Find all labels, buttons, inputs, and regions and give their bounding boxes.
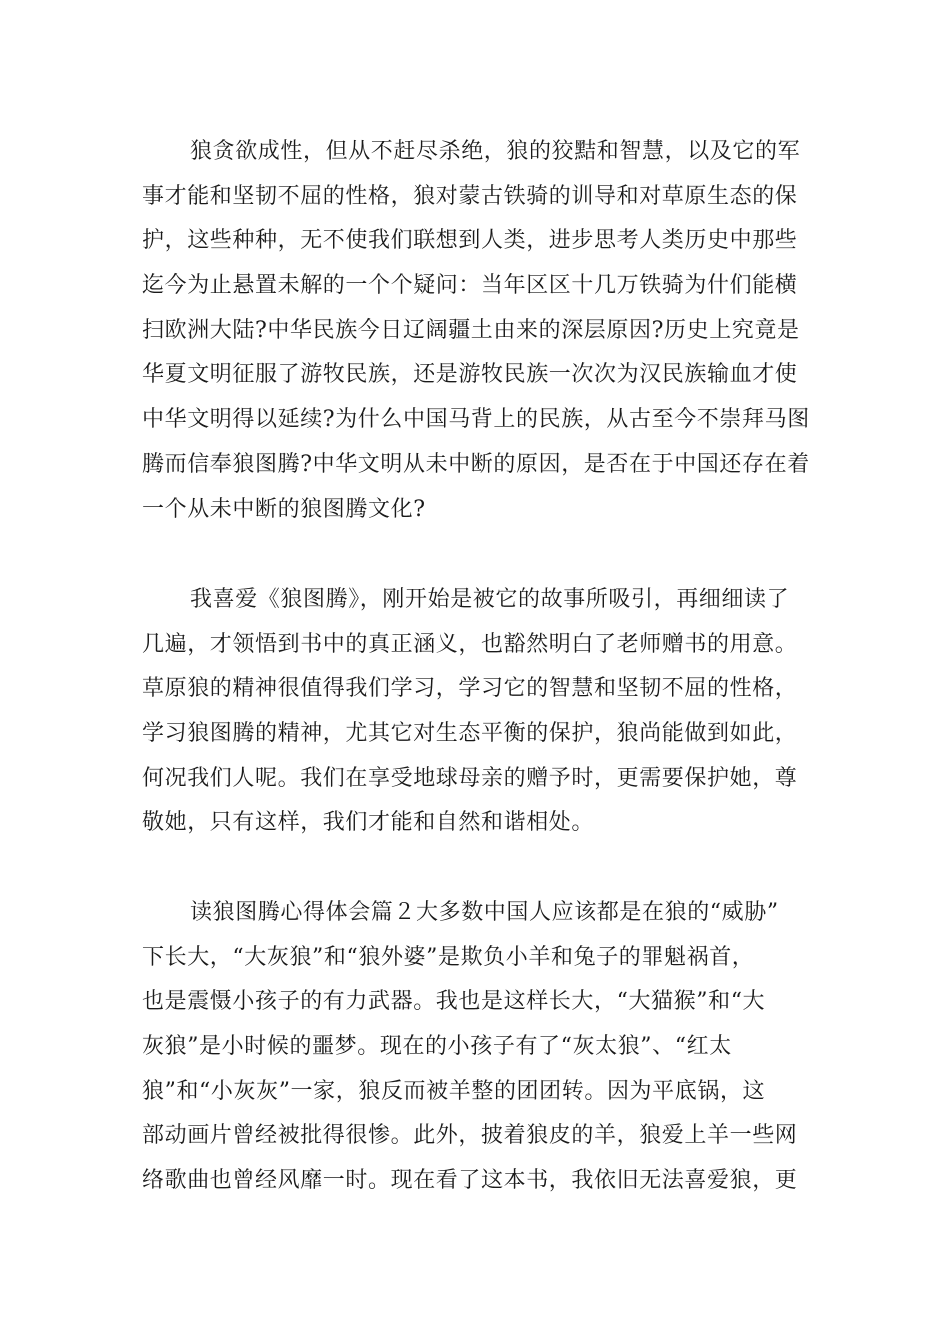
text-line: 读狼图腾心得体会篇２大多数中国人应该都是在狼的“威胁” bbox=[190, 900, 779, 925]
text-line: 也是震慑小孩子的有力武器。我也是这样长大，“大猫猴”和“大 bbox=[142, 989, 766, 1015]
text-line: 迄今为止悬置未解的一个个疑问：当年区区十几万铁骑为什们能横 bbox=[142, 273, 798, 299]
text-line: 狼贪欲成性，但从不赶尽杀绝，狼的狡黠和智慧，以及它的军 bbox=[190, 139, 801, 164]
text-line: 事才能和坚韧不屈的性格，狼对蒙古铁骑的训导和对草原生态的保 bbox=[142, 183, 798, 209]
text-line: 敬她，只有这样，我们才能和自然和谐相处。 bbox=[142, 810, 595, 836]
text-line: 一个从未中断的狼图腾文化? bbox=[142, 496, 426, 522]
text-line: 下长大，“大灰狼”和“狼外婆”是欺负小羊和兔子的罪魁祸首， bbox=[142, 944, 755, 970]
paragraph-1 bbox=[142, 130, 812, 532]
text-line: 腾而信奉狼图腾?中华文明从未中断的原因，是否在于中国还存在着 bbox=[142, 451, 810, 477]
text-line: 中华文明得以延续?为什么中国马背上的民族，从古至今不崇拜马图 bbox=[142, 407, 810, 433]
text-line: 草原狼的精神很值得我们学习，学习它的智慧和坚韧不屈的性格， bbox=[142, 676, 798, 702]
text-line: 部动画片曾经被批得很惨。此外，披着狼皮的羊，狼爱上羊一些网 bbox=[142, 1123, 798, 1149]
text-line: 狼”和“小灰灰”一家，狼反而被羊整的团团转。因为平底锅，这 bbox=[142, 1078, 766, 1104]
text-line: 学习狼图腾的精神，尤其它对生态平衡的保护，狼尚能做到如此， bbox=[142, 721, 798, 747]
text-line: 华夏文明征服了游牧民族，还是游牧民族一次次为汉民族输血才使 bbox=[142, 362, 798, 388]
text-line: 络歌曲也曾经风靡一时。现在看了这本书，我依旧无法喜爱狼，更 bbox=[142, 1168, 798, 1194]
text-line: 扫欧洲大陆?中华民族今日辽阔疆土由来的深层原因?历史上究竟是 bbox=[142, 317, 800, 343]
text-line: 我喜爱《狼图腾》，刚开始是被它的故事所吸引，再细细读了 bbox=[190, 587, 790, 612]
text-line: 灰狼”是小时候的噩梦。现在的小孩子有了“灰太狼”、“红太 bbox=[142, 1034, 732, 1060]
text-line: 几遍，才领悟到书中的真正涵义，也豁然明白了老师赠书的用意。 bbox=[142, 631, 798, 657]
paragraph-2 bbox=[142, 578, 812, 846]
paragraph-3 bbox=[142, 891, 812, 1204]
text-line: 何况我们人呢。我们在享受地球母亲的赠予时，更需要保护她，尊 bbox=[142, 765, 798, 791]
text-line: 护，这些种种，无不使我们联想到人类，进步思考人类历史中那些 bbox=[142, 228, 798, 254]
